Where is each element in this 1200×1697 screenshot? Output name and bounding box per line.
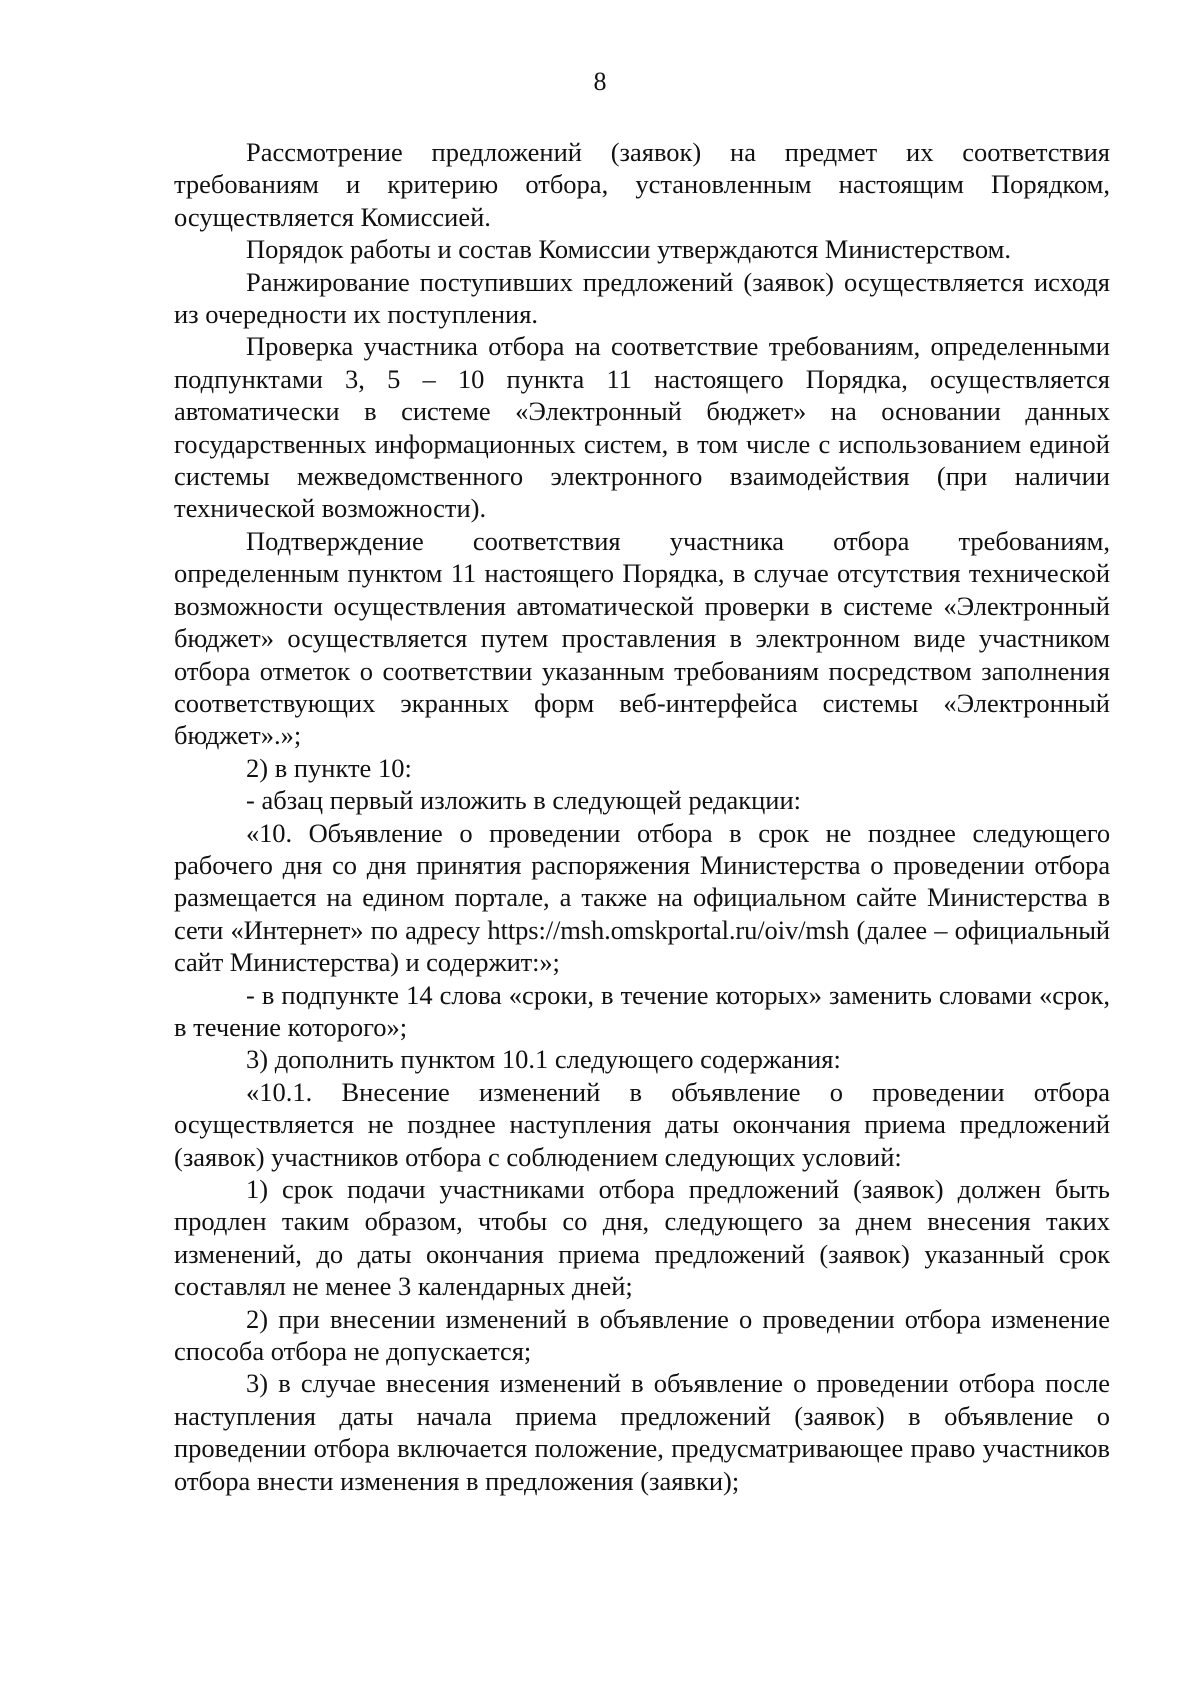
page-number: 8: [593, 67, 607, 96]
paragraph-item-2: 2) в пункте 10:: [246, 752, 412, 783]
paragraph-automatic-check: Проверка участника отбора на соответствие требованиям, определенными подпунктами 3, 5 – 10 пункта 11 настоящего Порядка, осуществляется автоматически в системе «Электронный бюджет» на основании данных государственных информационных систем, в том числе с использованием единой системы межведомственного электронного взаимодействия (при наличии технической возможности).: [174, 331, 1110, 524]
paragraph-commission-review: Рассмотрение предложений (заявок) на предмет их соответствия требованиям и критерию отбора, установленным настоящим Порядком, осуществляется Комиссией.: [174, 137, 1110, 232]
paragraph-announcement: «10. Объявление о проведении отбора в срок не позднее следующего рабочего дня со дня принятия распоряжения Министерства о проведении отбора размещается на едином портале, а также на официальном сайте Министерства в сети «Интернет» по адресу https://msh.omskportal.ru/oiv/msh (далее – официальный сайт Министерства) и содержит:»;: [174, 817, 1110, 978]
paragraph-condition-1: 1) срок подачи участниками отбора предложений (заявок) должен быть продлен таким образом, чтобы со дня, следующего за днем внесения таких изменений, до даты окончания приема предложений (заявок) указанный срок составлял не менее 3 календарных дней;: [174, 1174, 1110, 1302]
paragraph-confirmation: Подтверждение соответствия участника отбора требованиям, определенным пунктом 11 настоящего Порядка, в случае отсутствия технической возможности осуществления автоматической проверки в системе «Электронный бюджет» осуществляется путем проставления в электронном виде участником отбора отметок о соответствии указанным требованиям посредством заполнения соответствующих экранных форм веб-интерфейса системы «Электронный бюджет».»;: [174, 525, 1110, 751]
paragraph-10-1: «10.1. Внесение изменений в объявление о проведении отбора осуществляется не позднее наступления даты окончания приема предложений (заявок) участников отбора с соблюдением следующих условий:: [174, 1076, 1110, 1172]
paragraph-condition-2: 2) при внесении изменений в объявление о проведении отбора изменение способа отбора не допускается;: [174, 1303, 1110, 1367]
paragraph-condition-3: 3) в случае внесения изменений в объявление о проведении отбора после наступления даты начала приема предложений (заявок) в объявление о проведении отбора включается положение, предусматривающее право участников отбора внести изменения в предложения (заявки);: [174, 1368, 1110, 1496]
paragraph-ranking: Ранжирование поступивших предложений (заявок) осуществляется исходя из очередности их поступления.: [174, 266, 1110, 330]
paragraph-commission-procedure: Порядок работы и состав Комиссии утверждаются Министерством.: [246, 234, 1012, 265]
document-body: [174, 136, 1110, 1497]
paragraph-subitem-14: - в подпункте 14 слова «сроки, в течение которых» заменить словами «срок, в течение которого»;: [174, 979, 1110, 1042]
paragraph-item-3: 3) дополнить пунктом 10.1 следующего содержания:: [246, 1044, 841, 1075]
paragraph-first-paragraph-edit: - абзац первый изложить в следующей редакции:: [246, 785, 802, 816]
